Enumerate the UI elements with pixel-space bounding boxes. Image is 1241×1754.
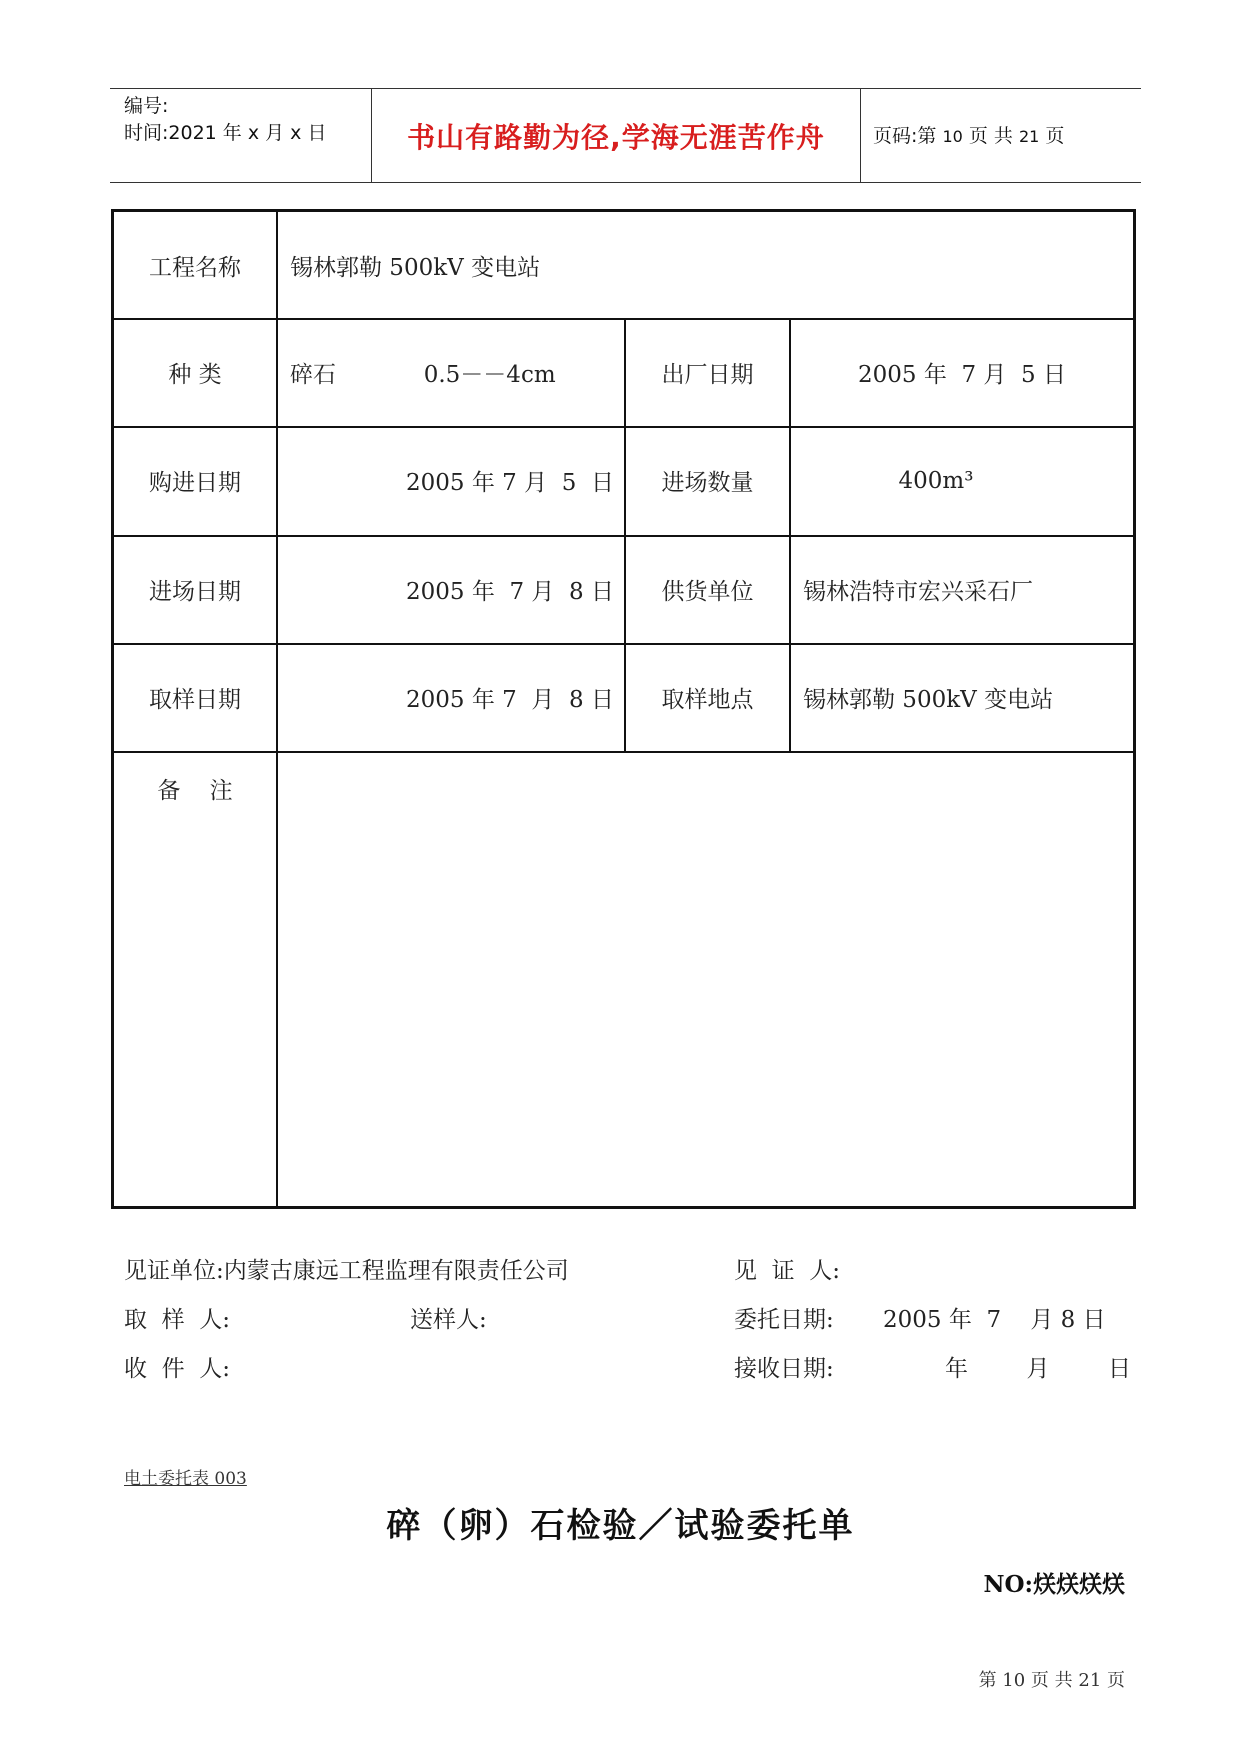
supplier-label: 供货单位 bbox=[661, 578, 754, 605]
header-page-number bbox=[873, 121, 1064, 148]
receive-date-value: 年 月 日 bbox=[945, 1356, 1131, 1382]
header-motto: 书山有路勤为径,学海无涯苦作舟 bbox=[407, 120, 825, 154]
witness-unit: 见证单位:内蒙古康远工程监理有限责任公司 bbox=[124, 1258, 569, 1284]
page-total: 21 bbox=[1018, 127, 1040, 146]
time-label: 时间:2021 年 x 月 x 日 bbox=[124, 122, 327, 144]
commission-form-table bbox=[111, 209, 1136, 1209]
sender: 送样人: bbox=[410, 1307, 487, 1333]
header-divider bbox=[860, 89, 861, 182]
entry-date-label: 进场日期 bbox=[149, 578, 241, 605]
witness-person: 见 证 人: bbox=[734, 1258, 840, 1284]
factory-date-value: 2005 年 7 月 5 日 bbox=[858, 361, 1066, 388]
page-current: 10 bbox=[942, 127, 963, 146]
entry-date-value: 2005 年 7 月 8 日 bbox=[406, 578, 614, 605]
sample-date-value: 2005 年 7 月 8 日 bbox=[406, 686, 614, 713]
form-title: 碎（卵）石检验／试验委托单 bbox=[386, 1506, 855, 1546]
type-label: 种 类 bbox=[168, 361, 222, 388]
form-code: 电土委托表 003 bbox=[124, 1469, 247, 1489]
sample-date-label: 取样日期 bbox=[149, 686, 241, 713]
page-prefix: 页码:第 bbox=[873, 125, 937, 147]
supplier-value: 锡林浩特市宏兴采石厂 bbox=[803, 578, 1033, 605]
sample-place-label: 取样地点 bbox=[661, 686, 754, 713]
page-footer: 第 10 页 共 21 页 bbox=[978, 1670, 1125, 1691]
remarks-label: 备 注 bbox=[157, 777, 233, 804]
quantity-label: 进场数量 bbox=[661, 470, 754, 496]
commission-date-label: 委托日期: bbox=[734, 1307, 834, 1333]
purchase-date-value: 2005 年 7 月 5 日 bbox=[406, 470, 614, 496]
type-value: 碎石 0.5－－4cm bbox=[290, 361, 556, 388]
sampler: 取 样 人: bbox=[124, 1307, 230, 1333]
purchase-date-label: 购进日期 bbox=[149, 470, 241, 496]
page-suffix: 页 bbox=[1045, 125, 1065, 147]
sample-place-value: 锡林郭勒 500kV 变电站 bbox=[803, 686, 1054, 713]
serial-label: 编号: bbox=[124, 95, 169, 117]
page-mid: 页 共 bbox=[968, 125, 1013, 147]
form-number: NO:烪烪烪烪 bbox=[983, 1571, 1125, 1598]
factory-date-label: 出厂日期 bbox=[661, 361, 754, 388]
commission-date-value: 2005 年 7 月 8 日 bbox=[883, 1307, 1106, 1333]
remarks-field[interactable] bbox=[278, 753, 1133, 1203]
receiver: 收 件 人: bbox=[124, 1356, 230, 1382]
quantity-value: 400m³ bbox=[898, 467, 974, 494]
page-header bbox=[110, 88, 1141, 183]
project-name-label: 工程名称 bbox=[149, 254, 241, 281]
project-name-value: 锡林郭勒 500kV 变电站 bbox=[290, 254, 541, 281]
header-meta bbox=[124, 93, 326, 147]
receive-date-label: 接收日期: bbox=[734, 1356, 834, 1382]
